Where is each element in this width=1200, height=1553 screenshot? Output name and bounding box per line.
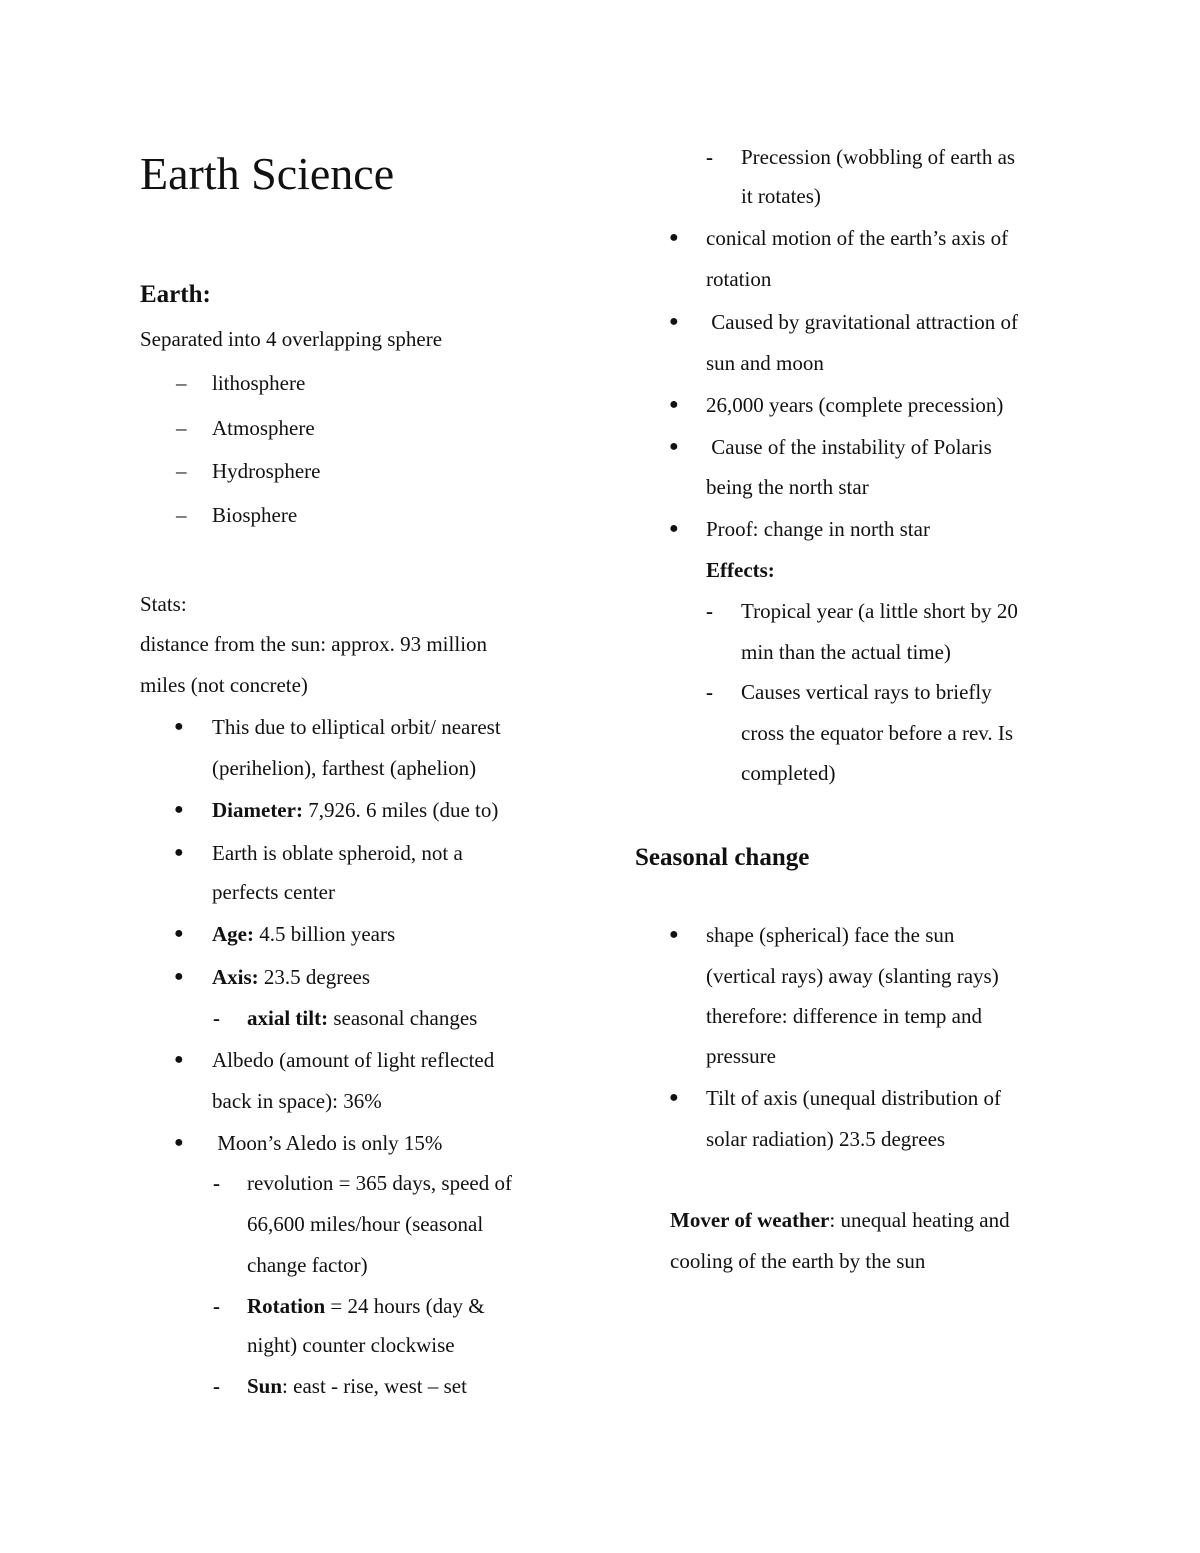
dash-marker: - [213, 1006, 220, 1030]
bullet-marker: ● [174, 718, 184, 735]
bullet-marker: ● [669, 229, 679, 246]
sub-item-text [247, 1374, 467, 1398]
term-text: : unequal heating and [829, 1208, 1010, 1232]
term-text: 7,926. 6 miles (due to) [302, 798, 499, 822]
bullet-text: shape (spherical) face the sun [706, 923, 955, 947]
bullet-text: sun and moon [706, 351, 824, 375]
sub-item-text: cross the equator before a rev. Is [741, 721, 1014, 745]
dash-marker: – [176, 416, 187, 440]
bullet-marker: ● [174, 925, 184, 942]
term-label: Sun [247, 1374, 283, 1398]
bullet-marker: ● [669, 1089, 679, 1106]
sub-item-text: change factor) [247, 1253, 368, 1277]
term-label: axial tilt: [247, 1006, 329, 1030]
bullet-text: Albedo (amount of light reflected [212, 1048, 495, 1072]
bullet-marker: ● [174, 844, 184, 861]
bullet-text: back in space): 36% [212, 1089, 382, 1113]
sub-item-text: min than the actual time) [741, 640, 951, 664]
bullet-text: This due to elliptical orbit/ nearest [212, 715, 501, 739]
bullet-text: 26,000 years (complete precession) [706, 393, 1004, 417]
bullet-text: being the north star [706, 475, 869, 499]
bullet-text: Earth is oblate spheroid, not a [212, 841, 463, 865]
bullet-text: conical motion of the earth’s axis of [706, 226, 1009, 250]
dash-marker: - [213, 1374, 220, 1398]
bullet-text: pressure [706, 1044, 776, 1068]
section-heading-earth: Earth: [140, 281, 211, 308]
bullet-text: perfects center [212, 880, 335, 904]
bullet-marker: ● [174, 1051, 184, 1068]
sub-item-text [247, 1294, 485, 1318]
bullet-marker: ● [669, 438, 679, 455]
sub-item-text: it rotates) [741, 184, 821, 208]
term-text: seasonal changes [328, 1006, 478, 1030]
bullet-text [212, 965, 370, 989]
distance-text: distance from the sun: approx. 93 million [140, 632, 488, 656]
dash-marker: - [706, 145, 713, 169]
distance-text: miles (not concrete) [140, 673, 308, 697]
dash-marker: – [176, 371, 187, 395]
term-text: = 24 hours (day & [325, 1294, 485, 1318]
bullet-text: solar radiation) 23.5 degrees [706, 1127, 946, 1151]
bullet-marker: ● [669, 520, 679, 537]
bullet-marker: ● [669, 396, 679, 413]
sub-item-text: Precession (wobbling of earth as [741, 145, 1016, 169]
bullet-text: Caused by gravitational attraction of [706, 310, 1018, 334]
bullet-marker: ● [669, 313, 679, 330]
bullet-text [212, 922, 395, 946]
bullet-text: Cause of the instability of Polaris [706, 435, 992, 459]
dash-marker: – [176, 459, 187, 483]
term-text: 23.5 degrees [258, 965, 371, 989]
bullet-text [212, 798, 498, 822]
bullet-marker: ● [174, 968, 184, 985]
term-text: 4.5 billion years [253, 922, 396, 946]
term-label: Age: [212, 922, 254, 946]
dash-marker: - [213, 1171, 220, 1195]
section-heading-seasonal: Seasonal change [635, 844, 810, 871]
dash-marker: - [213, 1294, 220, 1318]
intro-text: Separated into 4 overlapping sphere [140, 327, 443, 351]
bullet-text: Moon’s Aledo is only 15% [212, 1131, 443, 1155]
term-label: Mover of weather [670, 1208, 830, 1232]
term-label: Diameter: [212, 798, 303, 822]
dash-marker: - [706, 599, 713, 623]
bullet-text: Tilt of axis (unequal distribution of [706, 1086, 1001, 1110]
page-title: Earth Science [140, 148, 395, 199]
sub-item-text: Tropical year (a little short by 20 [741, 599, 1018, 623]
sub-item-text: completed) [741, 761, 836, 785]
sphere-item: Biosphere [212, 503, 298, 527]
sphere-item: Hydrosphere [212, 459, 321, 483]
dash-marker: - [706, 680, 713, 704]
bullet-marker: ● [174, 801, 184, 818]
bullet-marker: ● [174, 1134, 184, 1151]
sphere-item: lithosphere [212, 371, 306, 395]
term-label: Rotation [247, 1294, 326, 1318]
bullet-text: rotation [706, 267, 772, 291]
sub-item-text: night) counter clockwise [247, 1333, 455, 1357]
sub-item-text [247, 1006, 477, 1030]
term-label: Axis: [212, 965, 259, 989]
bullet-marker: ● [669, 926, 679, 943]
dash-marker: – [176, 503, 187, 527]
effects-label: Effects: [706, 558, 775, 582]
sphere-item: Atmosphere [212, 416, 315, 440]
sub-item-text: revolution = 365 days, speed of [247, 1171, 512, 1195]
term-text: : east - rise, west – set [282, 1374, 467, 1398]
mover-text: cooling of the earth by the sun [670, 1249, 926, 1273]
bullet-text: Proof: change in north star [706, 517, 930, 541]
bullet-text: (perihelion), farthest (aphelion) [212, 756, 477, 780]
mover-text [670, 1208, 1010, 1232]
sub-item-text: Causes vertical rays to briefly [741, 680, 992, 704]
stats-label: Stats: [140, 592, 187, 616]
sub-item-text: 66,600 miles/hour (seasonal [247, 1212, 484, 1236]
bullet-text: (vertical rays) away (slanting rays) [706, 964, 999, 988]
bullet-text: therefore: difference in temp and [706, 1004, 982, 1028]
